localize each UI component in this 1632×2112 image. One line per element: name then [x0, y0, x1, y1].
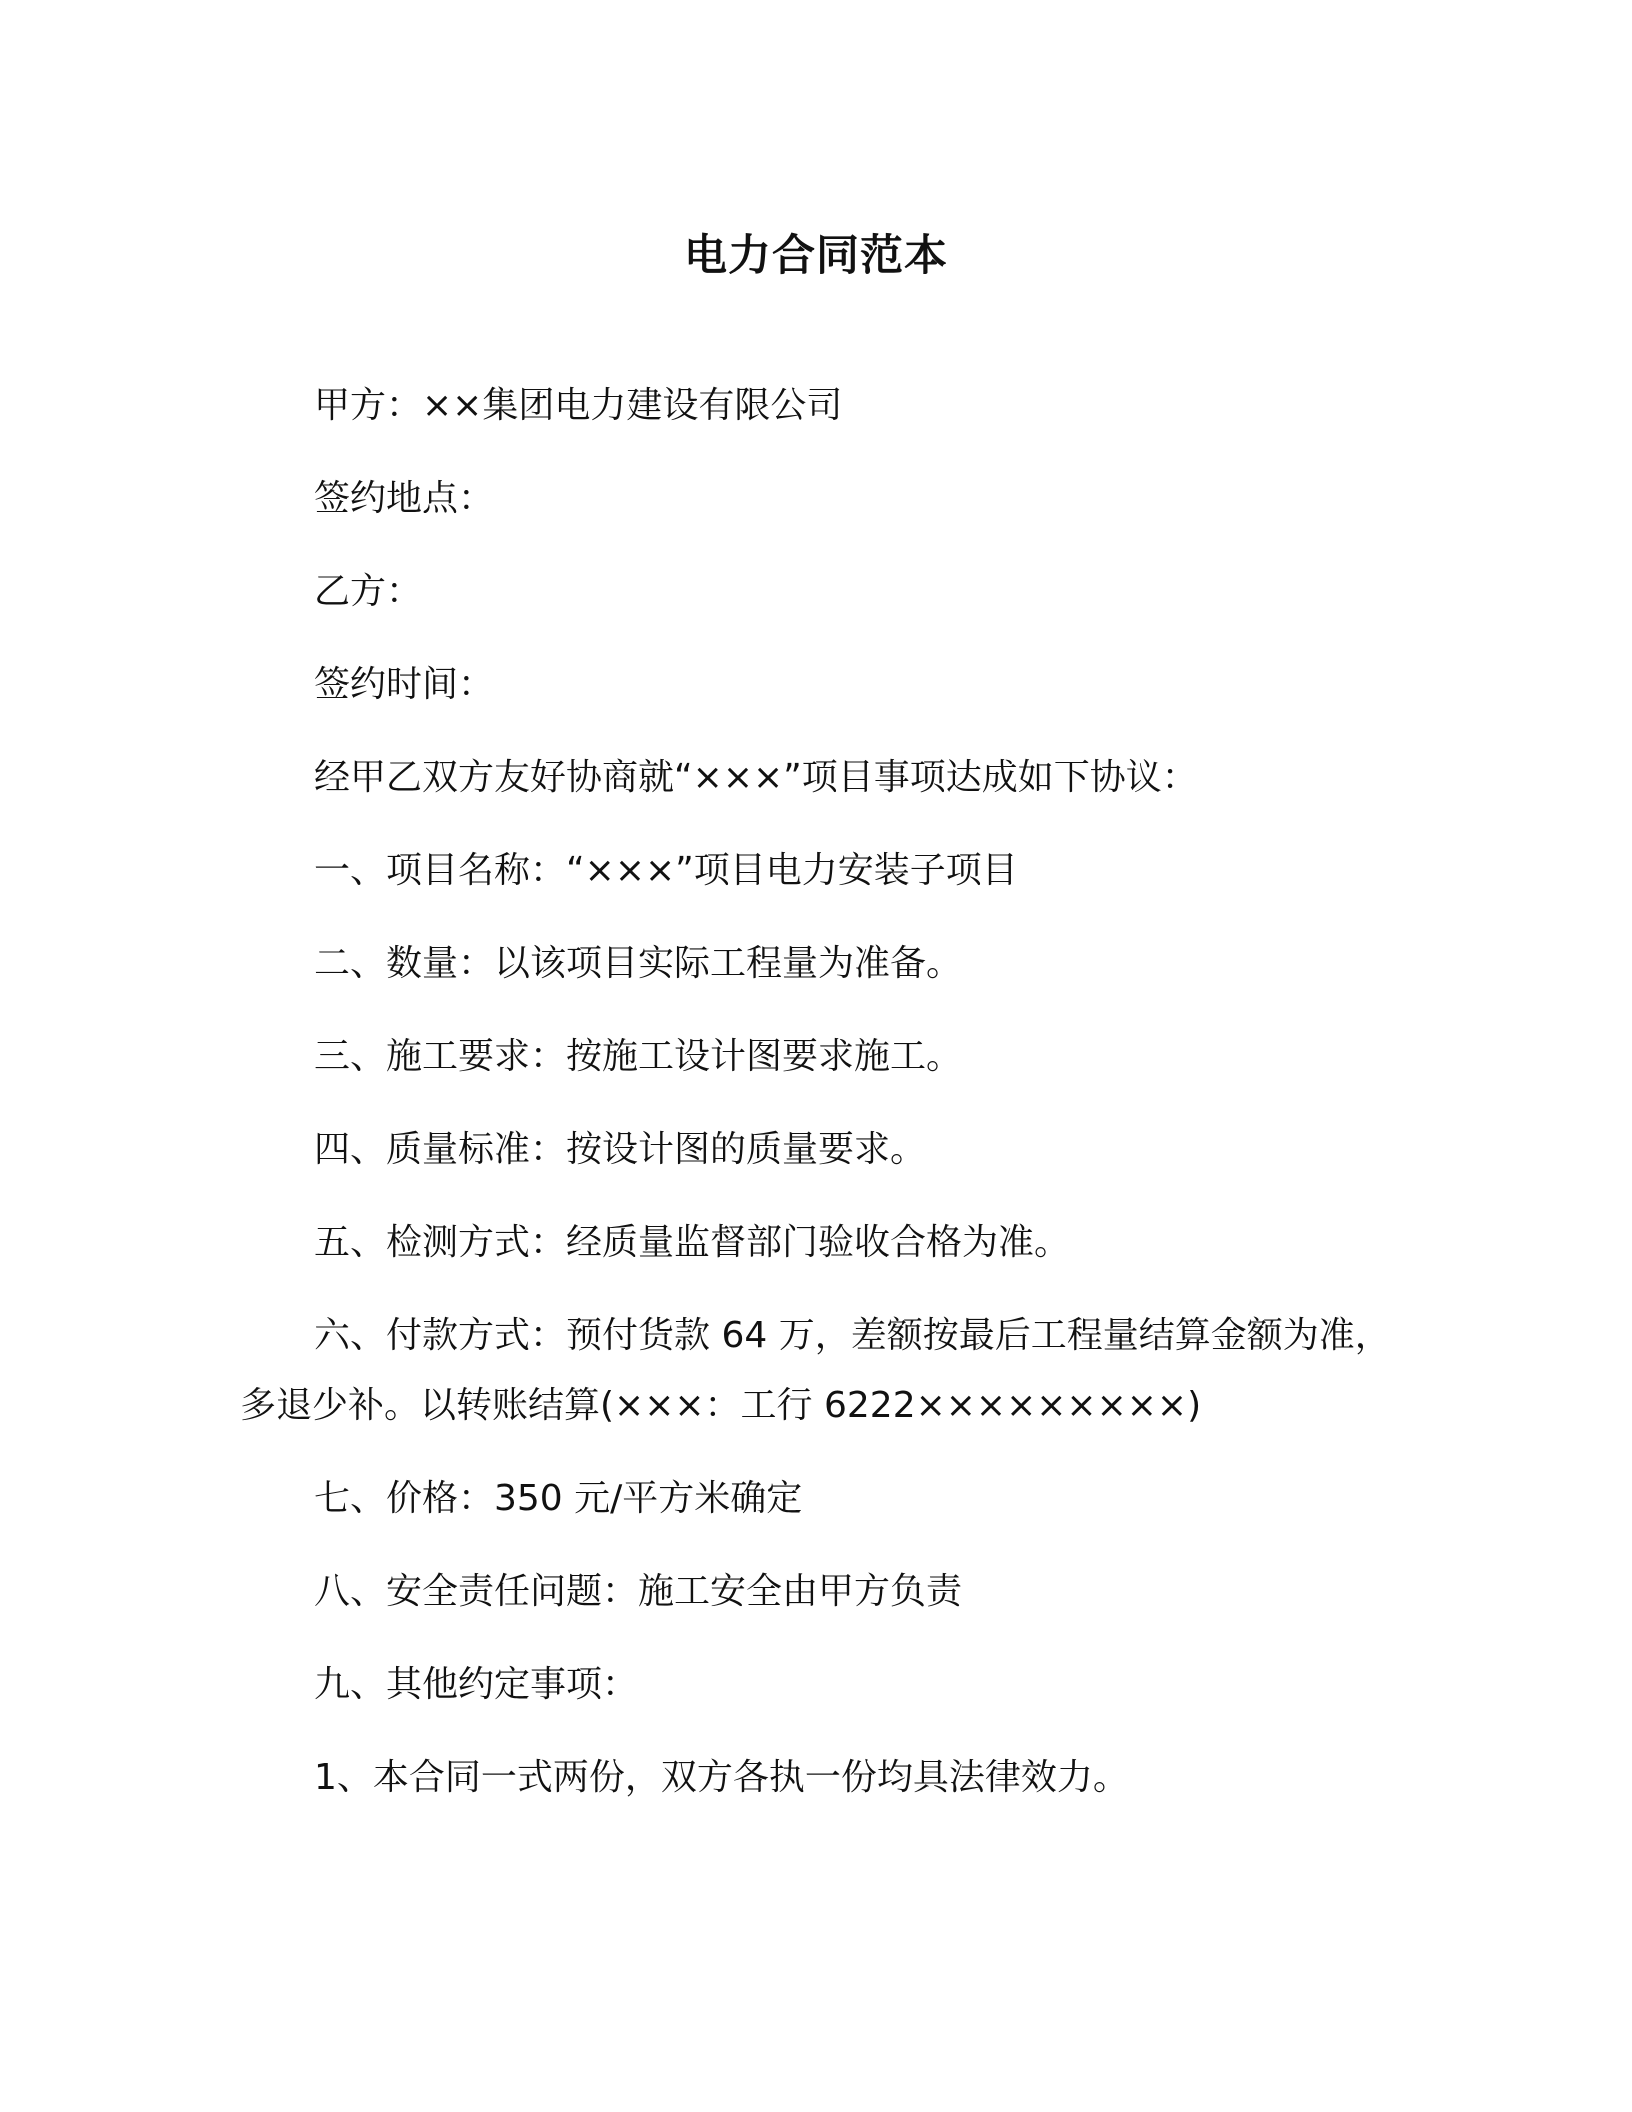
clause-safety-responsibility: 八、安全责任问题：施工安全由甲方负责	[314, 1571, 963, 1612]
clause-payment-method: 六、付款方式：预付货款 64 万，差额按最后工程量结算金额为准，	[314, 1315, 1391, 1356]
clause-copies: 1、本合同一式两份，双方各执一份均具法律效力。	[314, 1757, 1129, 1798]
party-b-line: 乙方：	[314, 571, 423, 612]
clause-quantity: 二、数量：以该项目实际工程量为准备。	[314, 943, 963, 984]
clause-inspection-method: 五、检测方式：经质量监督部门验收合格为准。	[314, 1222, 1071, 1263]
clause-price: 七、价格：350 元/平方米确定	[314, 1478, 803, 1519]
sign-place-line: 签约地点：	[314, 478, 495, 519]
document-title: 电力合同范本	[684, 231, 948, 281]
preamble-line: 经甲乙双方友好协商就“×××”项目事项达成如下协议：	[314, 757, 1198, 798]
clause-quality-standard: 四、质量标准：按设计图的质量要求。	[314, 1129, 927, 1170]
clause-item-name: 一、项目名称：“×××”项目电力安装子项目	[314, 850, 1018, 891]
clause-construction-requirement: 三、施工要求：按施工设计图要求施工。	[314, 1036, 963, 1077]
clause-payment-method-continued: 多退少补。以转账结算(×××：工行 6222×××××××××)	[240, 1385, 1202, 1426]
sign-time-line: 签约时间：	[314, 664, 495, 705]
party-a-line: 甲方：××集团电力建设有限公司	[314, 385, 843, 426]
clause-other-agreements: 九、其他约定事项：	[314, 1664, 639, 1705]
